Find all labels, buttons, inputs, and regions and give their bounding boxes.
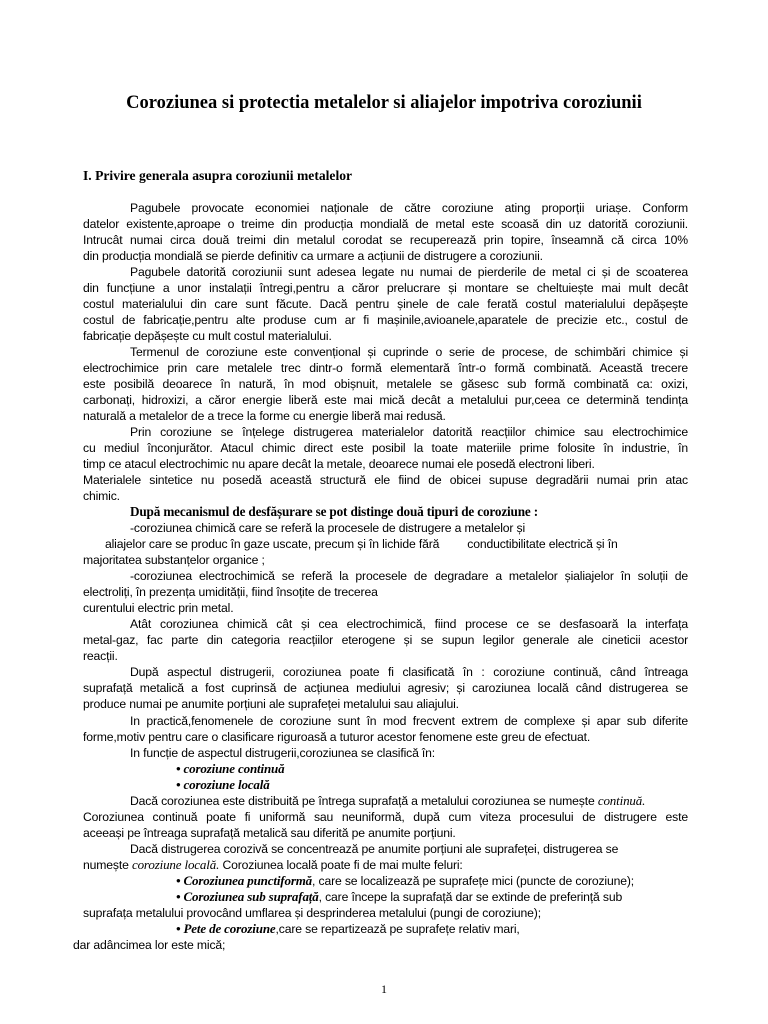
text-line: majoritatea substanțelor organice ; [83,553,265,568]
text-line: Intrucât numai circa două treimi din metalul corodat se recuperează prin topire, înseamnă că circa 10% [83,233,688,248]
text-line: Materialele sintetice nu posedă această structură ele fiind de obicei supuse degradării numai prin atac [83,473,688,488]
italic-term: continuă. [597,792,646,808]
page-number: 1 [381,982,387,996]
text-line: suprafață metalică a fost cuprinsă de acțiunea mediului agresiv; și caroziunea locală când distrugerea se [83,681,688,696]
text-line: aceeași pe întreaga suprafață metalică sau diferită pe anumite porțiuni. [83,825,456,840]
text-line: Termenul de coroziune este convențional și cuprinde o serie de procese, de schimbări chimice și [130,345,688,360]
text-line: din funcțiune a unor instalații întregi,pentru a căror prelucrare și montare se cheltuiește mai mult decât [83,281,688,296]
text-line [83,536,688,552]
section-heading: I. Privire generala asupra coroziunii metalelor [83,168,353,183]
text-line: timp ce atacul electrochimic nu apare decât la metale, deoarece numai ele posedă electroni liberi. [83,457,595,472]
text-line: Prin coroziune se înțelege distrugerea materialelor datorită reacțiilor chimice sau electrochimice [130,425,688,440]
text-line: fabricație depășește cu mult costul materialului. [83,329,332,344]
text-segment: aliajelor care se produc în gaze uscate, precum și în lichide fără [105,537,440,552]
text-line: electroliți, în prezența umidității, fiind însoțite de trecerea [83,585,378,600]
text-line: dar adâncimea lor este mică; [73,937,226,952]
text-line: Coroziunea continuă poate fi uniformă sau neuniformă, după cum viteza procesului de distrugere este [83,809,688,824]
text-line: -coroziunea electrochimică se referă la procesele de degradare a metalelor șialiajelor în soluții de [130,569,688,584]
text-line [83,857,688,873]
bullet-term: • Coroziunea punctiformă [176,872,313,888]
text-segment: Coroziunea locală poate fi de mai multe feluri: [222,857,463,872]
text-line: suprafața metalului provocând umflarea și desprinderea metalului (pungi de coroziune); [83,905,541,920]
text-segment: ,care se repartizează pe suprafețe relativ mari, [275,921,520,936]
text-line-bold: După mecanismul de desfășurare se pot distinge două tipuri de coroziune : [130,504,539,520]
text-line: metal-gaz, fac parte din categoria reacțiilor eterogene și se supun legilor generale ale cineticii acestor [83,633,688,648]
document-title: Coroziunea si protectia metalelor si aliajelor impotriva coroziunii [126,93,642,113]
document-body [73,200,688,953]
text-line: Pagubele provocate economiei naționale de către coroziune ating proporții uriașe. Conform [130,201,688,215]
text-line: carbonați, hidroxizi, a căror energie liberă este mai mică decât a metalului pur,ceea ce determină tendința [83,393,688,408]
text-line: datelor existente,aproape o treime din producția mondială de metal este scoasă din uz datorită coroziunii. [83,217,688,232]
text-line: electrochimice prin care metalele trec dintr-o formă elementară într-o formă combinată. Această trecere [83,361,688,376]
text-line: curentului electric prin metal. [83,601,234,616]
text-line: Atât coroziunea chimică cât și cea electrochimică, fiind procese ce se desfasoară la interfața [130,617,688,632]
text-line: forme,motiv pentru care o clasificare riguroasă a tuturor acestor fenomene este greu de efectuat. [83,729,591,744]
text-line: naturală a metalelor de a trece la forme cu energie liberă mai redusă. [83,409,446,424]
text-line: Dacă distrugerea corozivă se concentrează pe anumite porțiuni ale suprafeței, distrugerea se [130,841,619,856]
text-segment: conductibilitate electrică și în [467,537,618,552]
text-line: In funcție de aspectul distrugerii,coroziunea se clasifică în: [130,745,436,760]
text-line: După aspectul distrugerii, coroziunea poate fi clasificată în : coroziune continuă, când întreaga [130,665,688,680]
text-segment: Dacă coroziunea este distribuită pe întrega suprafață a metalului coroziunea se numește [130,793,595,808]
text-line: din producția mondială se pierde definitiv ca urmare a acțiunii de distrugere a coroziunii. [83,249,543,264]
bullet-item: • coroziune continuă [176,760,285,776]
text-line: reacții. [83,649,118,664]
text-line: produce numai pe anumite porțiuni ale suprafeței metalului sau aliajului. [83,697,459,712]
italic-term: coroziune locală. [131,856,220,872]
bullet-item: • coroziune locală [176,776,270,792]
text-line: chimic. [83,489,120,504]
bullet-term: • Pete de coroziune [176,920,276,936]
text-segment: , care începe la suprafață dar se extinde de preferință sub [318,889,623,904]
text-line: -coroziunea chimică care se referă la procesele de distrugere a metalelor și [130,521,526,536]
text-segment: numește [83,857,129,872]
text-line: cu mediul înconjurător. Atacul chimic direct este posibil la toate materiile prime folosite în industrie, în [83,441,688,456]
bullet-term: • Coroziunea sub suprafață [176,888,319,904]
text-line [83,793,688,809]
bullet-line [83,889,688,905]
bullet-line [83,921,688,937]
text-line: Pagubele datorită coroziunii sunt adesea legate nu numai de pierderile de metal ci și de scoaterea [130,265,688,280]
text-segment: , care se localizează pe suprafețe mici (puncte de coroziune); [312,873,635,888]
text-line: costul de fabricație,pentru alte produse cum ar fi mașinile,avioanele,aparatele de precizie etc., costul de [83,313,688,328]
bullet-line [83,873,688,889]
text-line: costul materialului din care sunt făcute. Dacă pentru șinele de cale ferată costul materialului depășește [83,297,688,312]
text-line: este posibilă deoarece în natură, în mod obișnuit, metalele se găsesc sub formă combinată ca: oxizi, [83,377,688,392]
text-line: In practică,fenomenele de coroziune sunt în mod frecvent extrem de complexe și apar sub diferite [130,713,688,728]
